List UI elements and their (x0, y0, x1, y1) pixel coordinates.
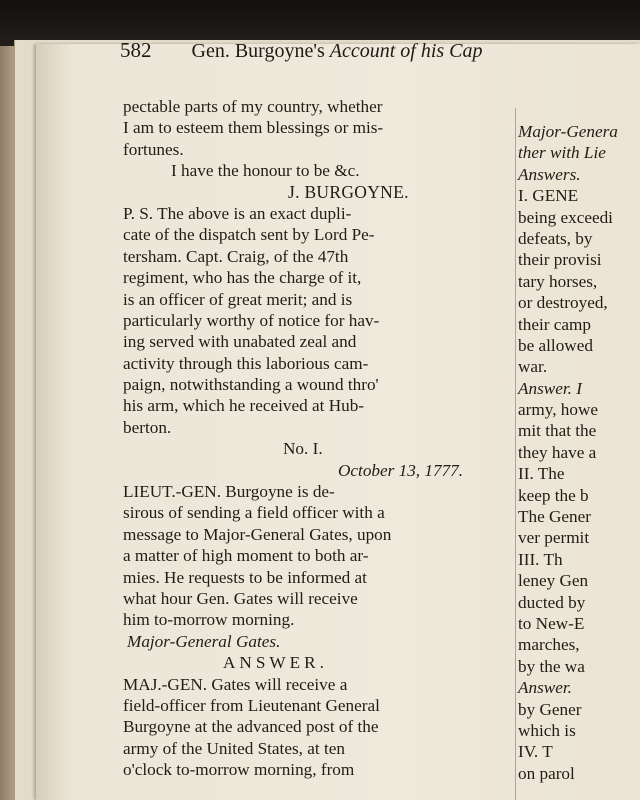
dateline: October 13, 1777. (338, 460, 464, 480)
right-line: The Gener (518, 507, 592, 527)
right-line: ther with Lie (518, 143, 606, 163)
ps-line: P. S. The above is an exact dupli- (123, 203, 352, 223)
right-line: I. GENE (518, 186, 579, 206)
right-line: IV. T (518, 742, 553, 762)
right-line: II. The (518, 464, 565, 484)
running-title-italic: Account of his Cap (329, 40, 483, 62)
message-line: him to-morrow morning. (123, 610, 295, 630)
right-line: marches, (518, 635, 580, 655)
text-line: pectable parts of my country, whether (123, 97, 383, 116)
addressee: Major-General Gates. (127, 631, 281, 651)
ps-line: cate of the dispatch sent by Lord Pe- (123, 225, 375, 245)
ps-line: ing served with unabated zeal and (123, 332, 357, 352)
right-line: ver permit (518, 528, 590, 548)
right-line: be allowed (518, 335, 593, 355)
running-title (192, 40, 483, 62)
answer-heading: ANSWER. (223, 653, 328, 673)
column-rule (515, 108, 516, 800)
text-line: fortunes. (123, 139, 184, 159)
right-line: leney Gen (518, 571, 589, 591)
ps-line: is an officer of great merit; and is (123, 289, 353, 309)
ps-line: activity through this laborious cam- (123, 353, 369, 373)
message-line: sirous of sending a field officer with a (123, 503, 385, 523)
ps-line: paign, notwithstanding a wound thro' (123, 375, 379, 395)
answer-line: o'clock to-morrow morning, from (123, 760, 355, 780)
right-line: Answers. (518, 164, 581, 184)
message-line: a matter of high moment to both ar- (123, 546, 369, 566)
right-line: by Gener (518, 699, 582, 719)
right-line: keep the b (518, 485, 589, 505)
right-line: or destroyed, (518, 293, 608, 313)
text-line: I am to esteem them blessings or mis- (123, 118, 384, 138)
right-line: their provisi (518, 250, 602, 270)
answer-line: Burgoyne at the advanced post of the (123, 717, 379, 737)
message-line: message to Major-General Gates, upon (123, 524, 392, 544)
signature: J. BURGOYNE. (288, 181, 409, 202)
answer-line: army of the United States, at ten (123, 738, 345, 758)
left-column (123, 96, 518, 781)
ps-line: regiment, who has the charge of it, (123, 268, 362, 288)
section-number: No. I. (283, 439, 323, 459)
right-line: which is (518, 720, 576, 740)
right-line: tary horses, (518, 271, 598, 291)
right-line: being exceedi (518, 207, 613, 227)
right-line: by the wa (518, 656, 585, 676)
answer-line: MAJ.-GEN. Gates will receive a (123, 674, 348, 694)
right-line: mit that the (518, 421, 597, 441)
right-line: Major-Genera (518, 122, 618, 141)
ps-line: tersham. Capt. Craig, of the 47th (123, 246, 349, 266)
right-column (518, 121, 640, 784)
right-line: Answer. I (518, 378, 582, 398)
right-line: army, howe (518, 400, 599, 420)
message-line: LIEUT.-GEN. Burgoyne is de- (123, 482, 335, 502)
right-line: to New-E (518, 613, 585, 633)
ps-line: particularly worthy of notice for hav- (123, 310, 380, 330)
ps-line: berton. (123, 417, 172, 437)
right-line: III. Th (518, 549, 563, 569)
right-line: on parol (518, 763, 575, 783)
right-line: they have a (518, 442, 597, 462)
message-line: what hour Gen. Gates will receive (123, 588, 358, 608)
running-title-prefix: Gen. Burgoyne's (191, 40, 330, 62)
closing-line: I have the honour to be &c. (171, 161, 360, 181)
right-line: ducted by (518, 592, 586, 612)
running-header (120, 38, 640, 70)
message-line: mies. He requests to be informed at (123, 567, 367, 587)
right-line: their camp (518, 314, 592, 334)
answer-line: field-officer from Lieutenant General (123, 695, 380, 715)
ps-line: his arm, which he received at Hub- (123, 396, 365, 416)
right-line: defeats, by (518, 228, 593, 248)
page-number: 582 (120, 38, 152, 62)
right-line: war. (518, 357, 548, 377)
right-line: Answer. (518, 678, 572, 698)
